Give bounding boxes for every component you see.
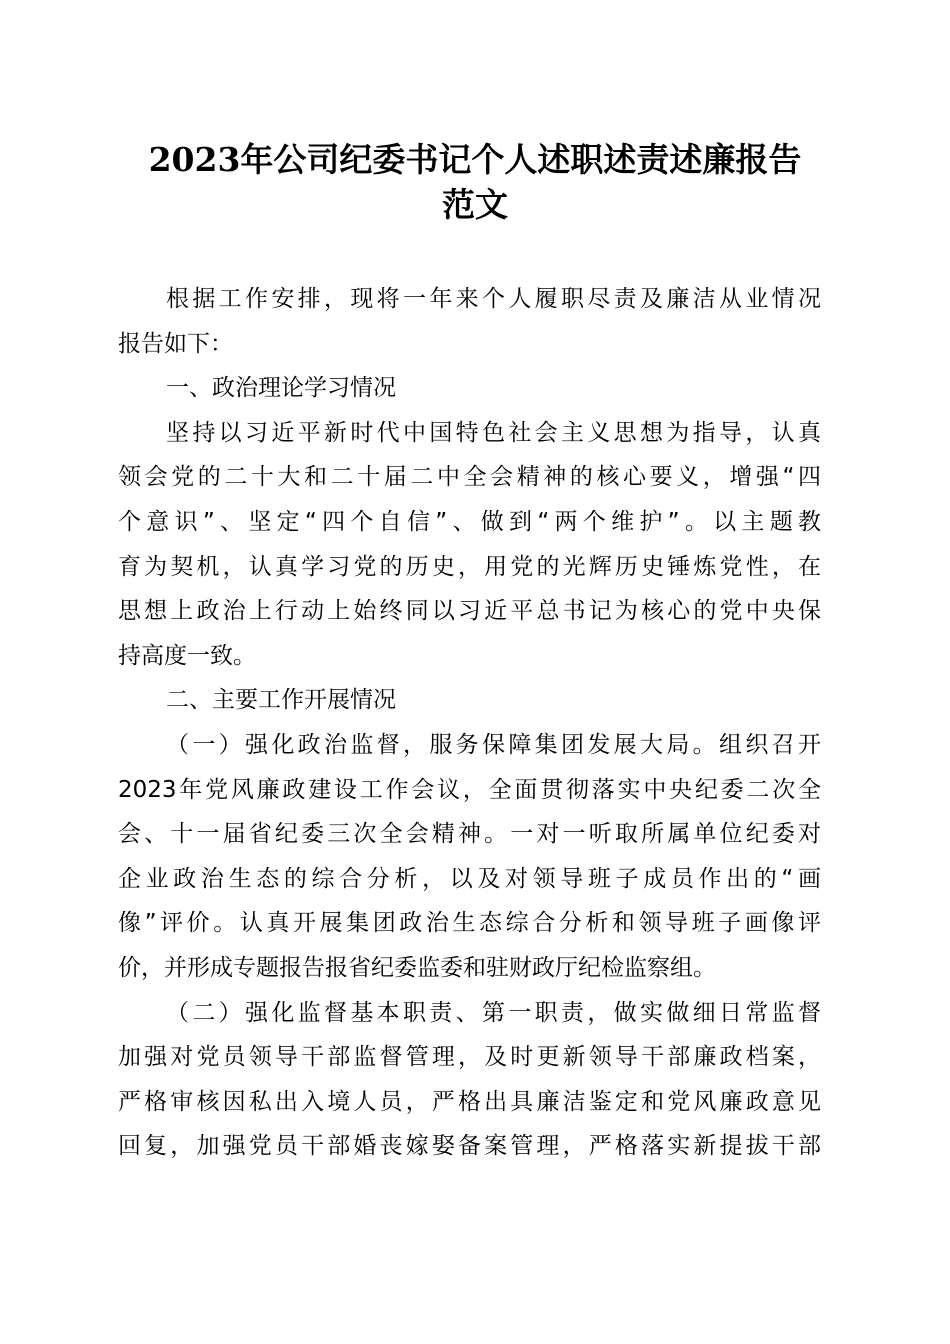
paragraph-line: 2023年党风廉政建设工作会议，全面贯彻落实中央纪委二次全 (118, 776, 821, 803)
intro-paragraph (118, 277, 821, 366)
paragraph-line: 领会党的二十大和二十届二中全会精神的核心要义，增强“四 (118, 464, 821, 491)
document-title-line-2: 范文 (442, 185, 508, 224)
paragraph-line: 报告如下： (118, 330, 233, 357)
paragraph-line: 价，并形成专题报告报省纪委监委和驻财政厅纪检监察组。 (118, 954, 716, 981)
paragraph-line: 育为契机，认真学习党的历史，用党的光辉历史锤炼党性，在 (118, 553, 821, 580)
paragraph-line: 个意识”、坚定“四个自信”、做到“两个维护”。以主题教 (118, 508, 821, 535)
paragraph-line: 会、十一届省纪委三次全会精神。一对一听取所属单位纪委对 (118, 821, 821, 848)
paragraph-line: 思想上政治上行动上始终同以习近平总书记为核心的党中央保 (118, 598, 821, 625)
document-title-line-1: 2023年公司纪委书记个人述职述责述廉报告 (148, 140, 802, 179)
paragraph-line: 根据工作安排，现将一年来个人履职尽责及廉洁从业情况 (166, 286, 821, 312)
section-heading-1: 一、政治理论学习情况 (166, 375, 396, 402)
paragraph-line: 像”评价。认真开展集团政治生态综合分析和领导班子画像评 (118, 910, 821, 937)
section2-paragraph-2 (118, 991, 821, 1169)
paragraph-line: 回复，加强党员干部婚丧嫁娶备案管理，严格落实新提拔干部 (118, 1133, 821, 1160)
paragraph-line: 坚持以习近平新时代中国特色社会主义思想为指导，认真 (166, 419, 821, 446)
section-heading-2: 二、主要工作开展情况 (166, 687, 396, 714)
section1-paragraph (118, 411, 821, 679)
document-body (118, 277, 821, 1169)
section2-paragraph-1 (118, 723, 821, 991)
paragraph-line: （一）强化政治监督，服务保障集团发展大局。组织召开 (166, 731, 821, 758)
paragraph-line: 加强对党员领导干部监督管理，及时更新领导干部廉政档案， (118, 1044, 821, 1071)
paragraph-line: 严格审核因私出入境人员，严格出具廉洁鉴定和党风廉政意见 (118, 1088, 821, 1115)
paragraph-line: 企业政治生态的综合分析，以及对领导班子成员作出的“画 (118, 865, 821, 892)
paragraph-line: （二）强化监督基本职责、第一职责，做实做细日常监督 (166, 999, 821, 1026)
paragraph-line: 持高度一致。 (118, 642, 256, 669)
